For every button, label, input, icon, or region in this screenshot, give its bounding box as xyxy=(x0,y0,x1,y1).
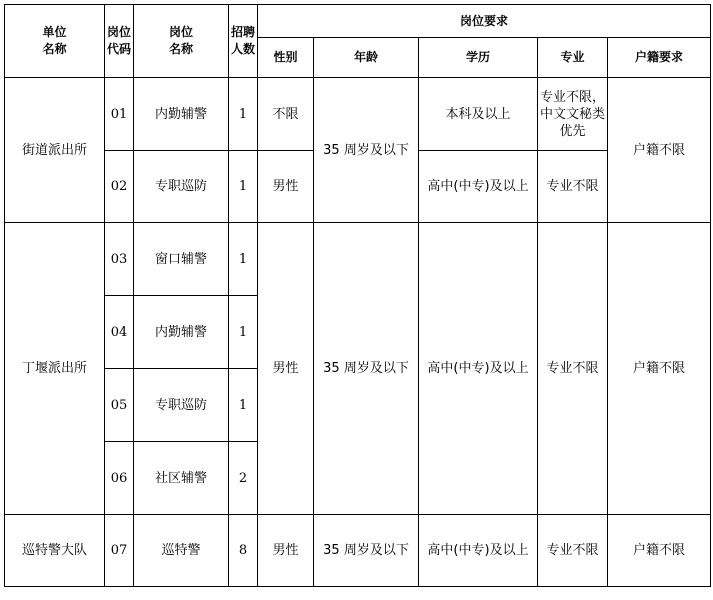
residence-cell: 户籍不限 xyxy=(608,515,711,587)
residence-cell: 户籍不限 xyxy=(608,78,711,223)
header-row-1 xyxy=(5,5,711,38)
recruit-count-cell: 2 xyxy=(229,442,258,515)
major-cell: 专业不限 xyxy=(538,515,608,587)
education-cell: 本科及以上 xyxy=(419,78,538,151)
post-name-cell: 专职巡防 xyxy=(134,151,229,223)
header-major: 专业 xyxy=(538,38,608,78)
header-requirements: 岗位要求 xyxy=(258,5,711,38)
gender-cell: 不限 xyxy=(258,78,314,151)
gender-cell: 男性 xyxy=(258,151,314,223)
post-name-cell: 专职巡防 xyxy=(134,369,229,442)
post-code-cell: 02 xyxy=(105,151,134,223)
unit-name-cell: 丁堰派出所 xyxy=(5,223,105,515)
header-post-code: 岗位 代码 xyxy=(105,5,134,78)
post-code-cell: 05 xyxy=(105,369,134,442)
header-unit-name: 单位 名称 xyxy=(5,5,105,78)
unit-name-cell: 巡特警大队 xyxy=(5,515,105,587)
post-name-cell: 窗口辅警 xyxy=(134,223,229,296)
recruit-count-cell: 1 xyxy=(229,223,258,296)
unit-name-cell: 街道派出所 xyxy=(5,78,105,223)
recruit-count-cell: 8 xyxy=(229,515,258,587)
recruit-count-cell: 1 xyxy=(229,369,258,442)
gender-cell: 男性 xyxy=(258,515,314,587)
post-code-cell: 01 xyxy=(105,78,134,151)
residence-cell: 户籍不限 xyxy=(608,223,711,515)
gender-cell: 男性 xyxy=(258,223,314,515)
age-cell: 35 周岁及以下 xyxy=(314,515,419,587)
post-code-cell: 07 xyxy=(105,515,134,587)
table-row xyxy=(5,515,711,587)
post-code-cell: 06 xyxy=(105,442,134,515)
education-cell: 高中(中专)及以上 xyxy=(419,151,538,223)
header-education: 学历 xyxy=(419,38,538,78)
major-cell: 专业不限，中文文秘类优先 xyxy=(538,78,608,151)
header-gender: 性别 xyxy=(258,38,314,78)
education-cell: 高中(中专)及以上 xyxy=(419,223,538,515)
post-name-cell: 内勤辅警 xyxy=(134,296,229,369)
post-name-cell: 内勤辅警 xyxy=(134,78,229,151)
header-post-name: 岗位 名称 xyxy=(134,5,229,78)
recruitment-table xyxy=(4,4,711,587)
post-name-cell: 社区辅警 xyxy=(134,442,229,515)
post-code-cell: 04 xyxy=(105,296,134,369)
age-cell: 35 周岁及以下 xyxy=(314,78,419,223)
header-recruit-count: 招聘 人数 xyxy=(229,5,258,78)
age-cell: 35 周岁及以下 xyxy=(314,223,419,515)
header-residence: 户籍要求 xyxy=(608,38,711,78)
post-code-cell: 03 xyxy=(105,223,134,296)
header-age: 年龄 xyxy=(314,38,419,78)
table-row xyxy=(5,78,711,151)
recruit-count-cell: 1 xyxy=(229,78,258,151)
education-cell: 高中(中专)及以上 xyxy=(419,515,538,587)
recruit-count-cell: 1 xyxy=(229,151,258,223)
major-cell: 专业不限 xyxy=(538,223,608,515)
post-name-cell: 巡特警 xyxy=(134,515,229,587)
table-row xyxy=(5,223,711,296)
recruit-count-cell: 1 xyxy=(229,296,258,369)
major-cell: 专业不限 xyxy=(538,151,608,223)
